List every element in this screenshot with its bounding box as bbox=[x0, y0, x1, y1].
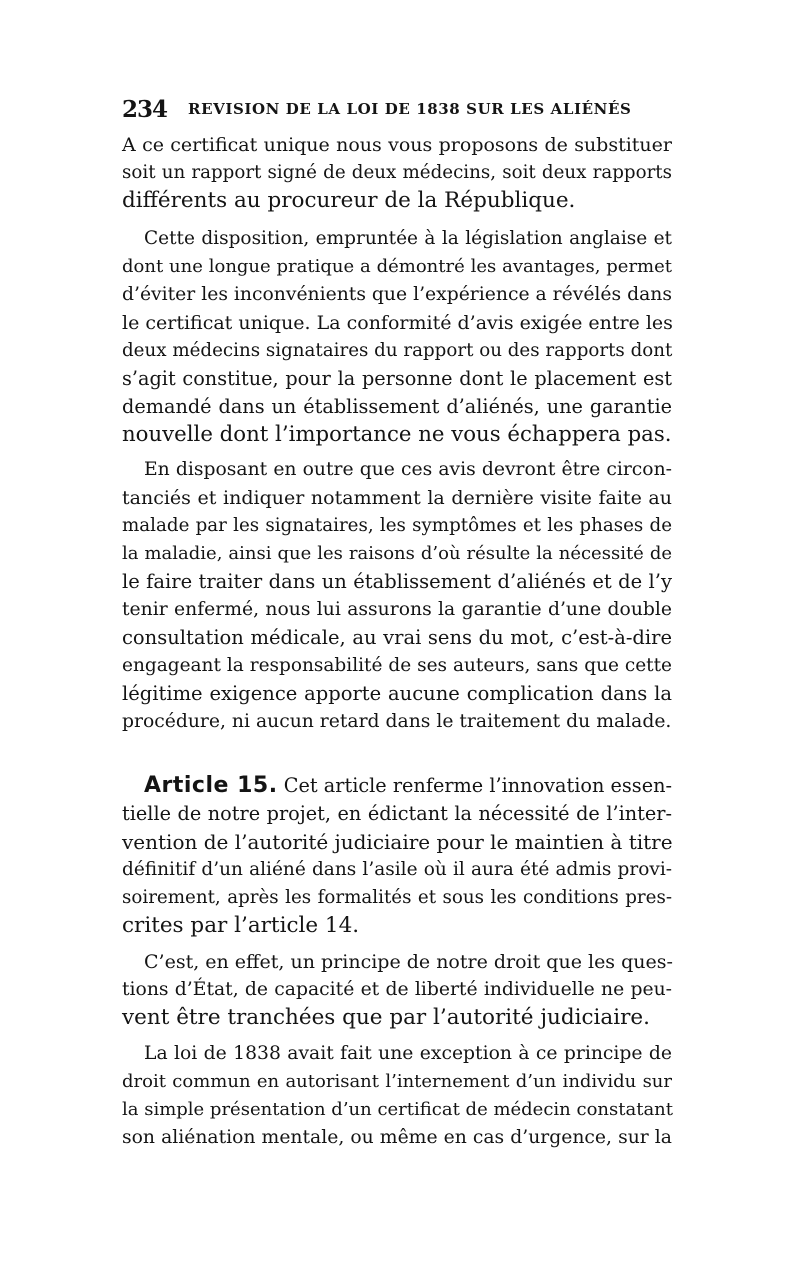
text-line: consultation médicale, au vrai sens du mot, c’est-à-dire bbox=[122, 626, 672, 649]
article-first-line-text: Cet article renferme l’innovation essen- bbox=[283, 774, 672, 797]
text-line: légitime exigence apporte aucune complication dans la bbox=[122, 682, 672, 705]
text-line: la simple présentation d’un certificat de médecin constatant bbox=[122, 1099, 673, 1120]
text-line: crites par l’article 14. bbox=[122, 913, 360, 938]
running-title: REVISION DE LA LOI DE 1838 SUR LES ALIÉNÉS bbox=[188, 100, 632, 118]
text-line: tenir enfermé, nous lui assurons la garantie d’une double bbox=[122, 599, 672, 620]
article-heading: Article 15. bbox=[144, 773, 278, 798]
text-line: A ce certificat unique nous vous proposons de substituer bbox=[122, 134, 672, 156]
text-line: s’agit constitue, pour la personne dont le placement est bbox=[122, 367, 672, 390]
text-line: tanciés et indiquer notamment la dernière visite faite au bbox=[122, 487, 672, 509]
text-line: procédure, ni aucun retard dans le traitement du malade. bbox=[122, 711, 672, 732]
text-line: définitif d’un aliéné dans l’asile où il aura été admis provi- bbox=[122, 859, 672, 880]
text-line: En disposant en outre que ces avis devront être circon- bbox=[144, 459, 672, 480]
text-line: engageant la responsabilité de ses auteurs, sans que cette bbox=[122, 655, 672, 676]
text-line: malade par les signataires, les symptômes et les phases de bbox=[122, 515, 672, 536]
text-line: dont une longue pratique a démontré les avantages, permet bbox=[122, 256, 672, 277]
text-line: différents au procureur de la République. bbox=[122, 188, 576, 213]
text-line: d’éviter les inconvénients que l’expérience a révélés dans bbox=[122, 284, 672, 305]
text-line: vention de l’autorité judiciaire pour le maintien à titre bbox=[122, 830, 673, 854]
text-line: vent être tranchées que par l’autorité judiciaire. bbox=[122, 1005, 650, 1030]
text-line: soit un rapport signé de deux médecins, soit deux rapports bbox=[122, 162, 672, 183]
text-line: soirement, après les formalités et sous les conditions pres- bbox=[122, 887, 672, 908]
page-number: 234 bbox=[122, 96, 168, 123]
text-line: C’est, en effet, un principe de notre droit que les ques- bbox=[144, 951, 673, 973]
running-head bbox=[122, 96, 682, 126]
text-line: droit commun en autorisant l’internement d’un individu sur bbox=[122, 1071, 672, 1092]
text-line: La loi de 1838 avait fait une exception à ce principe de bbox=[144, 1043, 672, 1064]
text-line: tions d’État, de capacité et de liberté individuelle ne peu- bbox=[122, 979, 672, 1000]
article-first-line bbox=[144, 772, 672, 800]
text-line: la maladie, ainsi que les raisons d’où résulte la nécessité de bbox=[122, 543, 672, 564]
text-line: son aliénation mentale, ou même en cas d’urgence, sur la bbox=[122, 1127, 672, 1148]
text-line: deux médecins signataires du rapport ou des rapports dont bbox=[122, 340, 673, 361]
text-line: demandé dans un établissement d’aliénés, une garantie bbox=[122, 395, 672, 418]
text-line: le faire traiter dans un établissement d’aliénés et de l’y bbox=[122, 570, 672, 593]
text-line: le certificat unique. La conformité d’avis exigée entre les bbox=[122, 312, 673, 334]
text-line: nouvelle dont l’importance ne vous échappera pas. bbox=[122, 422, 672, 447]
text-line: tielle de notre projet, en édictant la nécessité de l’inter- bbox=[122, 802, 672, 825]
text-line: Cette disposition, empruntée à la législation anglaise et bbox=[144, 228, 672, 249]
